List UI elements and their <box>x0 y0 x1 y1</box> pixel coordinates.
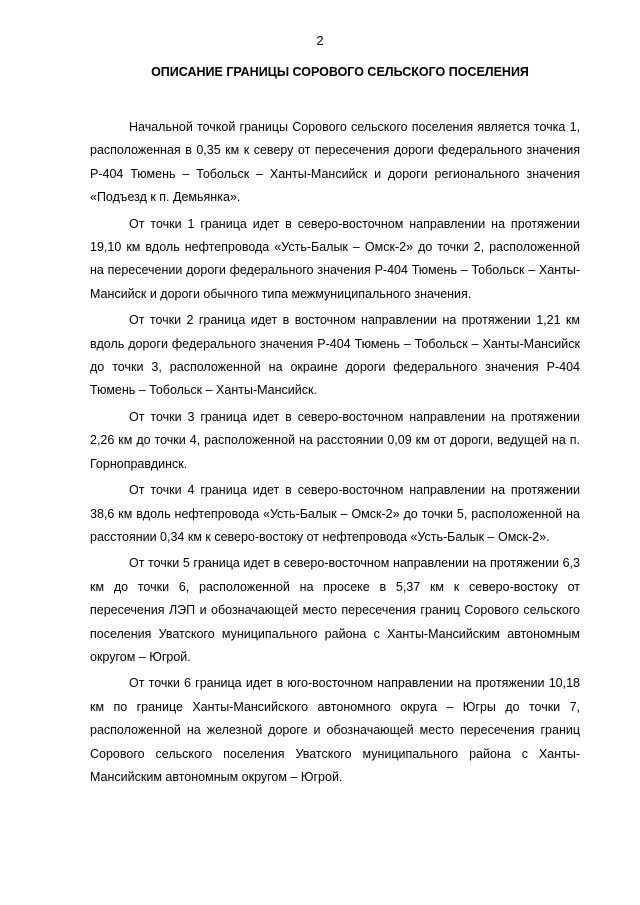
paragraph: От точки 3 граница идет в северо-восточном направлении на протяжении 2,26 км до точки 4, расположенной на расстоянии 0,09 км от дороги, ведущей на п. Горноправдинск. <box>90 409 580 471</box>
document-body <box>90 116 580 792</box>
paragraph: От точки 5 граница идет в северо-восточном направлении на протяжении 6,3 км до точки 6, расположенной на просеке в 5,37 км к северо-востоку от пересечения ЛЭП и обозначающей место пересечения границ Сорового сельского поселения Уватского муниципального района с Ханты-Мансийским автономным округом – Югрой. <box>90 556 580 664</box>
paragraph: Начальной точкой границы Сорового сельского поселения является точка 1, расположенная в 0,35 км к северу от пересечения дороги федерального значения Р-404 Тюмень – Тобольск – Ханты-Мансийск и дороги регионального значения «Подъезд к п. Демьянка». <box>90 120 580 205</box>
paragraph: От точки 1 граница идет в северо-восточном направлении на протяжении 19,10 км вдоль нефтепровода «Усть-Балык – Омск-2» до точки 2, расположенной на пересечении дороги федерального значения Р-404 Тюмень – Тобольск – Ханты-Мансийск и дороги обычного типа межмуниципального значения. <box>90 216 580 301</box>
paragraph: От точки 6 граница идет в юго-восточном направлении на протяжении 10,18 км по границе Ханты-Мансийского автономного округа – Югры до точки 7, расположенной на железной дороге и обозначающей место пересечения границ Сорового сельского поселения Уватского муниципального района с Ханты-Мансийским автономным округом – Югрой. <box>90 676 580 784</box>
paragraph: От точки 2 граница идет в восточном направлении на протяжении 1,21 км вдоль дороги федерального значения Р-404 Тюмень – Тобольск – Ханты-Мансийск до точки 3, расположенной на окраине дороги федерального значения Р-404 Тюмень – Тобольск – Ханты-Мансийск. <box>90 313 580 398</box>
page-number: 2 <box>316 33 324 48</box>
paragraph: От точки 4 граница идет в северо-восточном направлении на протяжении 38,6 км вдоль нефтепровода «Усть-Балык – Омск-2» до точки 5, расположенной на расстоянии 0,34 км к северо-востоку от нефтепровода «Усть-Балык – Омск-2». <box>90 483 580 544</box>
page-title: ОПИСАНИЕ ГРАНИЦЫ СОРОВОГО СЕЛЬСКОГО ПОСЕЛЕНИЯ <box>151 65 529 79</box>
